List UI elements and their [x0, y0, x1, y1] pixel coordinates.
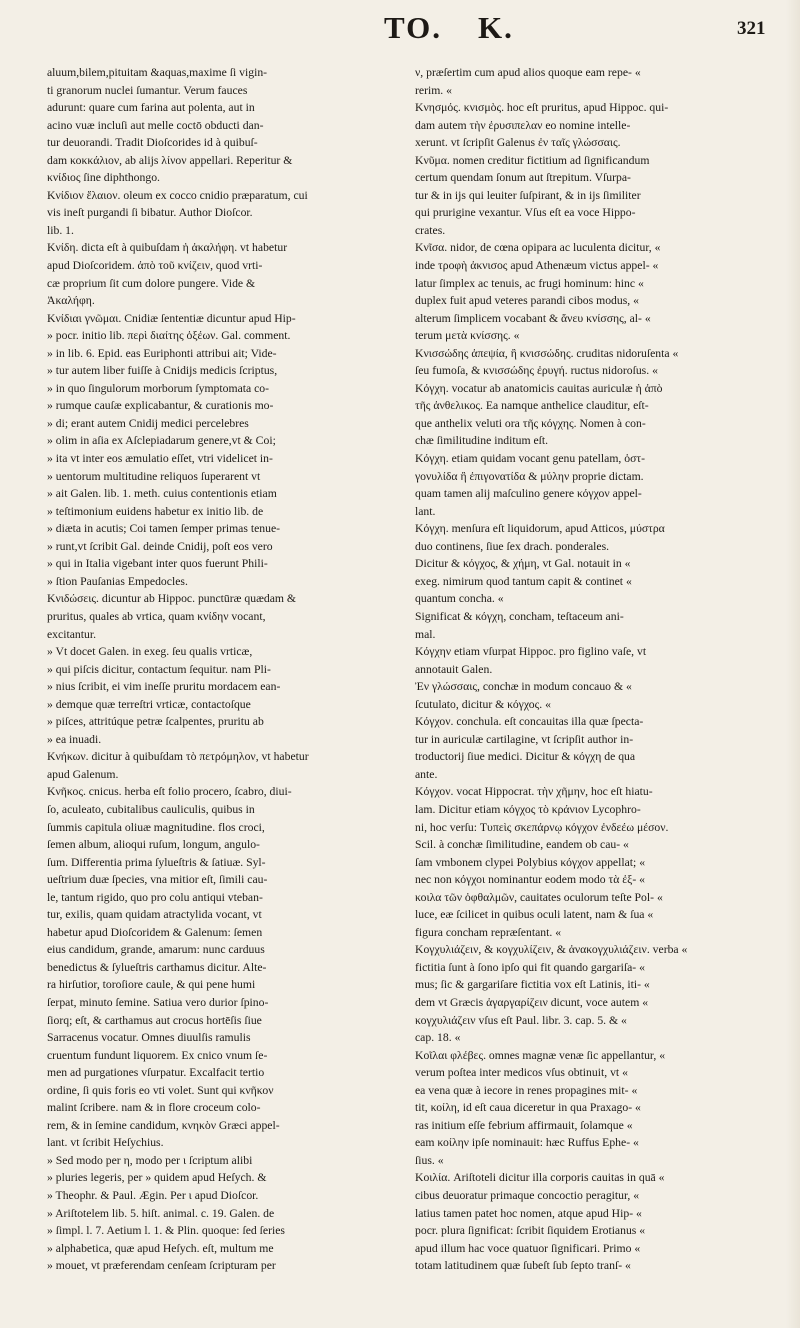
right-column-line: quantum concha. « — [415, 592, 504, 606]
right-column-line: crates. — [415, 223, 446, 237]
right-column-line: mal. — [415, 627, 436, 641]
left-column-line: » pocr. initio lib. περὶ διαίτης ὀξέων. Gal. comment. — [47, 329, 291, 343]
left-column-line: » alphabetica, quæ apud Heſych. eſt, multum me — [47, 1241, 274, 1255]
header-right-letters: K. — [478, 10, 514, 45]
left-column-line: Κνήκων. dicitur à quibuſdam τὸ πετρόμηλον, vt habetur — [47, 750, 309, 764]
left-column-line: ueſtrium duæ ſpecies, vna mitior eſt, ſimili cau- — [47, 873, 268, 887]
left-column-line: κνίδιος ſine diphthongo. — [47, 171, 160, 185]
left-column-line: Κνίδη. dicta eſt à quibuſdam ἡ ἀκαλήφη. vt habetur — [47, 241, 288, 255]
right-column-line: tur in auriculæ cartilagine, vt ſcripſit author in- — [415, 732, 634, 746]
left-column-line: habetur apud Dioſcoridem & Galenum: ſemen — [47, 925, 263, 939]
header-left-letters: TO. — [384, 10, 442, 45]
left-column-line: Sarracenus vocatur. Omnes diuulſis ramulis — [47, 1031, 251, 1045]
right-column-line: Κόγχην etiam vſurpat Hippoc. pro figlino vaſe, vt — [415, 645, 647, 659]
right-column-line: ν, præſertim cum apud alios quoque eam repe- « — [415, 66, 641, 79]
right-column-line: lam. Dicitur etiam κόγχος τὸ κράνιον Lycophro- — [415, 802, 641, 816]
right-column-line: Κόγχον. vocat Hippocrat. τὴν χῆμην, hoc eſt hiatu- — [415, 785, 653, 799]
right-column-line: γονυλίδα ἢ ἐπιγονατίδα & μύλην proprie dictam. — [415, 469, 644, 483]
right-column-line: Κνῦμα. nomen creditur fictitium ad ſignificandum — [415, 153, 650, 167]
right-column-line: mus; ſic & gargariſare fictitia vox eſt Latinis, iti- « — [415, 978, 650, 992]
left-column-line: » Theophr. & Paul. Ægin. Per ι apud Dioſcor. — [47, 1189, 259, 1202]
right-column-line: ſius. « — [415, 1153, 444, 1167]
right-column-line: Κόγχη. vocatur ab anatomicis cauitas auriculæ ἡ ἀπὸ — [415, 381, 663, 395]
right-column — [415, 64, 775, 1275]
right-column-line: certum quendam ſonum aut ſtrepitum. Vſurpa- — [415, 171, 631, 185]
right-column-line: exeg. nimirum quod tantum capit & continet « — [415, 574, 632, 588]
left-column-line: » Vt docet Galen. in exeg. ſeu qualis vrticæ, — [47, 645, 253, 659]
left-column-line: le, tantum rigido, quo pro colu antiqui vteban- — [47, 890, 263, 904]
left-column-line: » di; erant autem Cnidij medici percelebres — [47, 416, 249, 430]
left-column-line: » rumque cauſæ explicabantur, & curationis mo- — [47, 399, 274, 413]
left-column-line: apud Dioſcoridem. ἀπὸ τοῦ κνίζειν, quod vrti- — [47, 259, 263, 273]
left-column-line: dam κοκκάλιον, ab alijs λίνον appellari. Reperitur & — [47, 153, 293, 167]
left-column-line: ſo, aculeato, cubitalibus cauliculis, quibus in — [47, 802, 255, 816]
left-column-line: » in quo ſingulorum morborum ſymptomata co- — [47, 381, 270, 395]
left-column-line: benedictus & ſylueſtris carthamus dicitur. Alte- — [47, 960, 267, 974]
left-column-line: tur deuorandi. Tradit Dioſcorides id à quibuſ- — [47, 136, 258, 150]
right-column-line: ſcutulato, dicitur & κόγχος. « — [415, 697, 551, 711]
left-column-line: » tur autem liber fuiſſe à Cnidijs medicis ſcriptus, — [47, 364, 278, 378]
left-column-line: » demque quæ terreſtri vrticæ, contactoſque — [47, 697, 251, 711]
left-column-line: ti granorum nuclei ſumantur. Verum fauces — [47, 83, 248, 97]
left-column-line: » Sed modo per η, modo per ι ſcriptum alibi — [47, 1153, 253, 1167]
left-column-line: apud Galenum. — [47, 767, 119, 781]
left-column-line: pruritus, quales ab vrtica, quam κνίδην vocant, — [47, 609, 266, 623]
right-column-line: duplex fuit apud veteres parandi cibos modus, « — [415, 294, 639, 308]
left-column-line: » in lib. 6. Epid. eas Euriphonti attribui ait; Vide- — [47, 346, 277, 360]
right-column-line: Κοιλία. Ariſtoteli dicitur illa corporis cauitas in quā « — [415, 1171, 665, 1185]
right-column-line: figura concham repræſentant. « — [415, 925, 562, 939]
left-column-line: » pluries legeris, per » quidem apud Heſych. & — [47, 1171, 267, 1185]
right-column-line: κογχυλιάζειν vſus eſt Paul. libr. 3. cap. 5. & « — [415, 1013, 627, 1027]
right-column-line: que anthelix veluti ora τῆς κόγχης. Nomen à con- — [415, 416, 646, 430]
right-column-line: duo continens, ſiue ſex drach. ponderales. — [415, 539, 610, 553]
left-column-line: Ἀκαλήφη. — [47, 294, 95, 308]
right-column-line: luce, eæ ſcilicet in quibus oculi latent, nam & ſua « — [415, 908, 654, 922]
right-column-line: chæ ſimilitudine inditum eſt. — [415, 434, 549, 448]
right-column-line: Ἐν γλώσσαις, conchæ in modum concauo & « — [415, 680, 632, 694]
right-column-line: dem vt Græcis ἀγαργαρίζειν dicunt, voce autem « — [415, 995, 649, 1009]
left-column-line: » qui piſcis dicitur, contactum ſequitur. nam Pli- — [47, 662, 271, 676]
right-column-line: tur & in ijs qui leuiter ſuſpirant, & in ijs ſimiliter — [415, 188, 641, 202]
left-column-line: ra hirſutior, toroſiore caule, & qui pene humi — [47, 978, 256, 992]
right-column-line: Κόγχη. menſura eſt liquidorum, apud Atticos, μύστρα — [415, 522, 665, 536]
page-number: 321 — [737, 18, 766, 39]
right-column-line: dam autem τὴν ἐρυσιπελαν eo nomine intelle- — [415, 118, 631, 132]
left-column-line: » Ariſtotelem lib. 5. hiſt. animal. c. 19. Galen. de — [47, 1206, 275, 1220]
left-column-line: ſummis capitula oliuæ magnitudine. flos croci, — [47, 820, 265, 834]
left-column-line: Κνίδιαι γνῶμαι. Cnidiæ ſententiæ dicuntur apud Hip- — [47, 311, 296, 325]
left-column-line: vis ineſt purgandi ſi bibatur. Author Dioſcor. — [47, 206, 253, 220]
left-column-line: cruentum fundunt liquorem. Ex cnico vnum ſe- — [47, 1048, 268, 1062]
left-column-line: » ea inuadi. — [47, 732, 102, 746]
left-column-line: ſemen album, alioqui ruſum, longum, angulo- — [47, 838, 260, 852]
right-column-line: ſam vmbonem clypei Polybius κόγχον appellat; « — [415, 855, 646, 869]
left-column-line: Κνίδιον ἔλαιον. oleum ex cocco cnidio præparatum, cui — [47, 188, 308, 202]
right-column-line: rerim. « — [415, 83, 452, 97]
right-column-line: lant. — [415, 504, 436, 518]
left-column-line: men ad purgationes vſurpatur. Excalfacit tertio — [47, 1066, 265, 1080]
right-column-line: Κνισσώδης ἀπεψία, ἢ κνισσώδης. cruditas nidoruſenta « — [415, 346, 679, 360]
right-column-line: Κνησμός. κνισμὸς. hoc eſt pruritus, apud Hippoc. qui- — [415, 101, 669, 115]
right-column-line: Κνῖσα. nidor, de cœna opipara ac luculenta dicitur, « — [415, 241, 661, 255]
page-edge-shadow — [786, 0, 800, 1328]
right-column-line: terum μετὰ κνίσσης. « — [415, 329, 520, 343]
left-column-line: » ait Galen. lib. 1. meth. cuius contentionis etiam — [47, 487, 277, 501]
right-column-line: ea vena quæ à iecore in renes propagines mit- « — [415, 1083, 638, 1097]
left-column-line: » teſtimonium euidens habetur ex initio lib. de — [47, 504, 264, 518]
left-column-line: » mouet, vt præferendam cenſeam ſcripturam per — [47, 1259, 276, 1273]
right-column-line: troductorij ſiue medici. Dicitur & κόγχη de qua — [415, 750, 636, 764]
running-header — [0, 10, 800, 50]
right-column-line: alterum ſimplicem vocabant & ἄνευ κνίσσης, al- « — [415, 311, 651, 325]
right-column-line: Κογχυλιάζειν, & κογχυλίζειν, & ἀνακογχυλιάζειν. verba « — [415, 943, 688, 957]
left-column-line: lib. 1. — [47, 223, 74, 237]
left-column-line: » uentorum multitudine reliquos ſuperarent vt — [47, 469, 261, 483]
right-column-line: latius tamen patet hoc nomen, atque apud Hip- « — [415, 1206, 642, 1220]
right-column-line: ni, hoc verſu: Τυπεὶς σκεπάρνῳ κόγχον ἐνδεέω μέσον. — [415, 820, 669, 834]
left-column-line: ſerpat, minuto ſemine. Satiua vero durior ſpino- — [47, 995, 269, 1009]
right-column-line: apud illum hac voce quatuor ſignificari. Primo « — [415, 1241, 641, 1255]
left-column-line: Κνιδώσεις. dicuntur ab Hippoc. punctūræ quædam & — [47, 592, 297, 606]
left-column-line: » ita vt inter eos æmulatio eſſet, vtri videlicet in- — [47, 452, 273, 466]
left-column-line: ſiorq; eſt, & carthamus aut crocus hortēſis ſiue — [47, 1013, 262, 1027]
right-column-line: xerunt. vt ſcripſit Galenus ἐν ταῖς γλώσσαις. — [415, 136, 621, 150]
right-column-line: qui prurigine vexantur. Vſus eſt ea voce Hippo- — [415, 206, 636, 220]
left-column-line: ſum. Differentia prima ſylueſtris & ſatiuæ. Syl- — [47, 855, 266, 869]
right-column-line: annotauit Galen. — [415, 662, 493, 676]
left-column-line: tur, exilis, quam quidam atractylida vocant, vt — [47, 908, 262, 922]
left-column-line: ordine, ſi quis foris eo vti volet. Sunt qui κνῆκον — [47, 1083, 274, 1097]
right-column-line: Κόγχον. conchula. eſt concauitas illa quæ ſpecta- — [415, 715, 644, 729]
left-column-line: eius candidum, grande, amarum: nunc carduus — [47, 943, 265, 957]
right-column-line: ſeu fumoſa, & κνισσώδης ἐρυγή. ructus nidoroſus. « — [415, 364, 658, 378]
right-column-line: Significat & κόγχη, concham, teſtaceum ani- — [415, 609, 624, 623]
right-column-line: Dicitur & κόγχος, & χήμη, vt Gal. notauit in « — [415, 557, 631, 571]
right-column-line: latur ſimplex ac tenuis, ac frugi hominum: hinc « — [415, 276, 644, 290]
left-column-line: cæ proprium ſit cum dolore pungere. Vide & — [47, 276, 256, 290]
left-column-line: » ſtion Pauſanias Empedocles. — [47, 574, 188, 588]
left-column-line: excitantur. — [47, 627, 97, 641]
right-column-line: ras initium eſſe febrium affirmauit, ſolamque « — [415, 1118, 633, 1132]
left-column-line: acino vuæ incluſi aut melle coctō obducti dan- — [47, 118, 264, 132]
left-column-line: » qui in Italia vigebant inter quos fuerunt Phili- — [47, 557, 268, 571]
right-column-line: totam latitudinem quæ ſubeſt ſub ſepto tranſ- « — [415, 1259, 631, 1273]
left-column-line: rem, & in ſemine candidum, κνηκὸν Græci appel- — [47, 1118, 280, 1132]
right-column-line: pocr. plura ſignificat: ſcribit ſiquidem Erotianus « — [415, 1224, 646, 1238]
left-column-line: » piſces, attritúque petræ ſcalpentes, pruritu ab — [47, 715, 264, 729]
right-column-line: Scil. à conchæ ſimilitudine, eandem ob cau- « — [415, 838, 629, 852]
right-column-line: Κοῖλαι φλέβες. omnes magnæ venæ ſic appellantur, « — [415, 1048, 666, 1062]
right-column-line: quam tamen alij maſculino genere κόγχον appel- — [415, 487, 642, 501]
left-column-line: malint ſcribere. nam & in flore croceum colo- — [47, 1101, 261, 1115]
right-column-line: eam κοίλην ipſe nominauit: hæc Ruffus Ephe- « — [415, 1136, 639, 1150]
right-column-line: κοιλα τῶν ὀφθαλμῶν, cauitates oculorum teſte Pol- « — [415, 890, 663, 904]
left-column-line: » nius ſcribit, ei vim ineſſe pruritu mordacem ean- — [47, 680, 281, 694]
right-column-line: verum poſtea inter medicos vſus obtinuit, vt « — [415, 1066, 628, 1080]
left-column-line: aluum,bilem,pituitam &aquas,maxime ſi vigin- — [47, 66, 268, 79]
right-column-line: ante. — [415, 767, 438, 781]
left-column-line: » ſimpl. l. 7. Aetium l. 1. & Plin. quoque: ſed ſeries — [47, 1224, 285, 1238]
right-column-line: Κόγχη. etiam quidam vocant genu patellam, ὀστ- — [415, 452, 645, 466]
left-column-line: adurunt: quare cum farina aut polenta, aut in — [47, 101, 255, 115]
right-column-line: cap. 18. « — [415, 1031, 461, 1045]
right-column-line: inde τροφὴ ἀκνισος apud Athenæum victus appel- « — [415, 259, 659, 273]
left-column — [47, 64, 402, 1275]
right-column-line: cibus deuoratur primaque concoctio peragitur, « — [415, 1189, 640, 1202]
left-column-line: » olim in aſia ex Aſclepiadarum genere,vt & Coi; — [47, 434, 276, 448]
left-column-line: » runt,vt ſcribit Gal. deinde Cnidij, poſt eos vero — [47, 539, 273, 553]
right-column-line: nec non κόγχοι nominantur eodem modo τὰ ἐξ- « — [415, 873, 646, 887]
right-column-line: fictitia ſunt à ſono ipſo qui fit quando gargariſa- « — [415, 960, 645, 974]
left-column-line: lant. vt ſcribit Heſychius. — [47, 1136, 164, 1150]
right-column-line: τῆς ἀνθελικος. Ea namque anthelice clauditur, eſt- — [415, 399, 649, 413]
right-column-line: tit, κοίλη, id eſt caua diceretur in qua Praxago- « — [415, 1101, 641, 1115]
left-column-line: » diæta in acutis; Coi tamen ſemper primas tenue- — [47, 522, 281, 536]
left-column-line: Κνῆκος. cnicus. herba eſt folio procero, ſcabro, diui- — [47, 785, 292, 799]
